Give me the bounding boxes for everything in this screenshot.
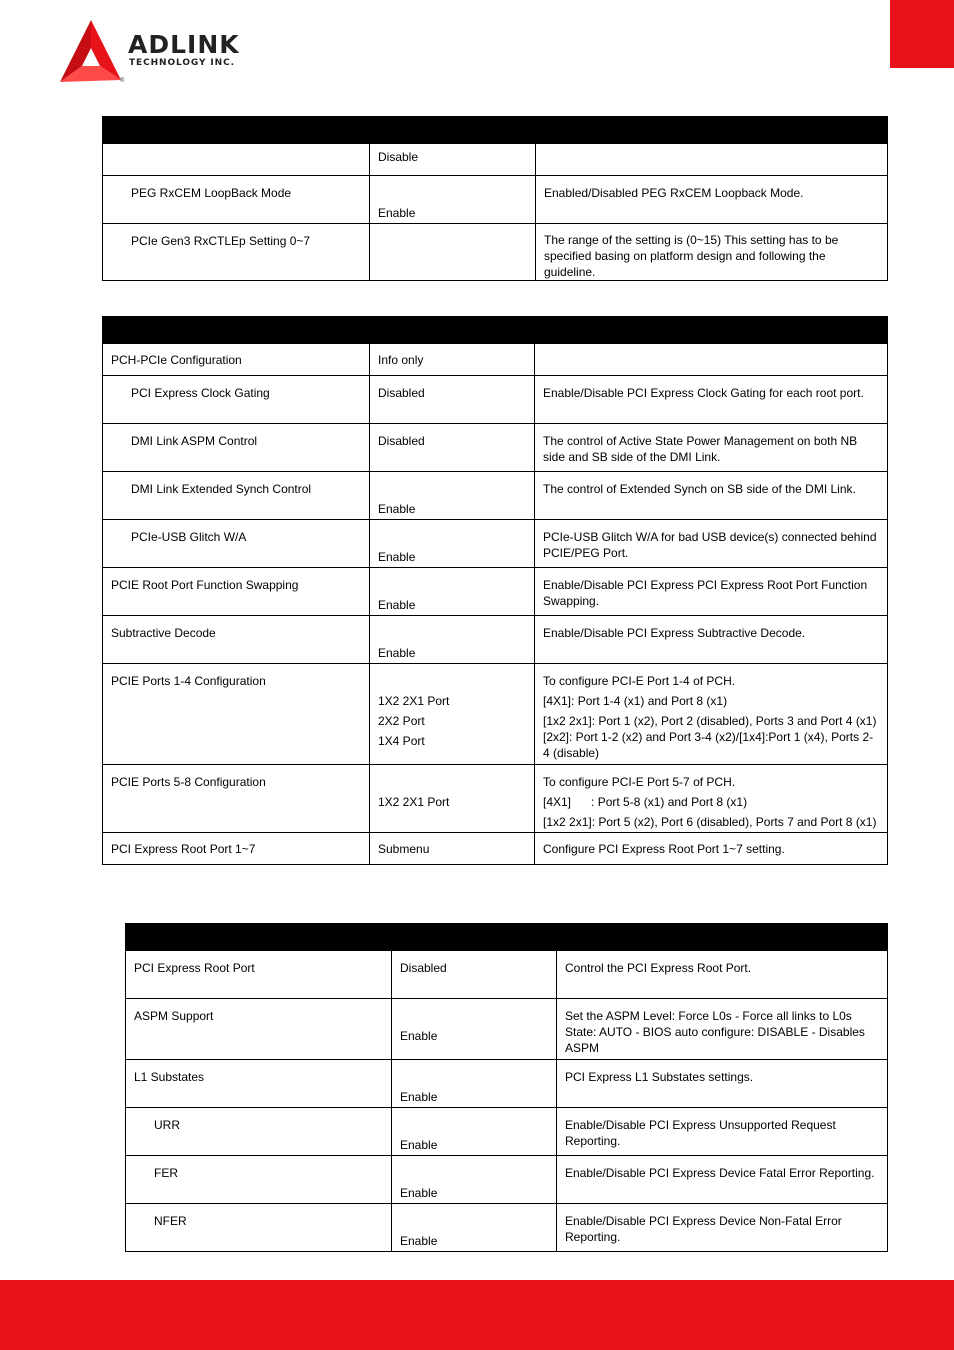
setting-name: PCI Express Clock Gating — [103, 376, 370, 424]
setting-description: Control the PCI Express Root Port. — [557, 951, 888, 999]
setting-description — [536, 144, 888, 176]
setting-options — [370, 664, 535, 765]
option-line: 1X2 2X1 Port — [378, 694, 450, 708]
table-row — [103, 765, 888, 833]
table-row — [103, 472, 888, 520]
setting-description: PCI Express L1 Substates settings. — [557, 1060, 888, 1108]
setting-description: The range of the setting is (0~15) This setting has to be specified basing on platform design and following the guideline. — [536, 224, 888, 281]
setting-name: PCIe-USB Glitch W/A — [103, 520, 370, 568]
table-row — [103, 616, 888, 664]
table-header-bar — [103, 317, 888, 344]
setting-description: PCIe-USB Glitch W/A for bad USB device(s) connected behind PCIE/PEG Port. — [535, 520, 888, 568]
table-row — [103, 344, 888, 376]
table-row — [126, 1204, 888, 1252]
table-row — [103, 568, 888, 616]
setting-name: PCIe Gen3 RxCTLEp Setting 0~7 — [103, 224, 370, 281]
setting-option: 1X2 2X1 Port — [370, 765, 535, 833]
footer-bar — [0, 1280, 954, 1350]
setting-option: Enable — [392, 999, 557, 1060]
table-row — [103, 224, 888, 281]
setting-description: The control of Active State Power Management on both NB side and SB side of the DMI Link. — [535, 424, 888, 472]
setting-description: Enable/Disable PCI Express Device Fatal Error Reporting. — [557, 1156, 888, 1204]
table-header-bar — [126, 924, 888, 951]
setting-description: Enable/Disable PCI Express Device Non-Fatal Error Reporting. — [557, 1204, 888, 1252]
description-line: [4X1] : Port 5-8 (x1) and Port 8 (x1) — [543, 795, 748, 809]
setting-name: FER — [126, 1156, 392, 1204]
setting-option: Enable — [392, 1060, 557, 1108]
setting-option: Enable — [392, 1108, 557, 1156]
corner-accent — [890, 0, 954, 68]
table-peg-settings — [102, 116, 888, 281]
setting-name: L1 Substates — [126, 1060, 392, 1108]
setting-name: DMI Link Extended Synch Control — [103, 472, 370, 520]
description-line: [1x2 2x1]: Port 5 (x2), Port 6 (disabled), Ports 7 and Port 8 (x1) — [543, 815, 877, 829]
description-line: To configure PCI-E Port 5-7 of PCH. — [543, 775, 736, 789]
table-row — [103, 144, 888, 176]
setting-name: PCIE Root Port Function Swapping — [103, 568, 370, 616]
table-row — [103, 424, 888, 472]
adlink-triangle-icon — [58, 20, 125, 84]
table-row — [103, 833, 888, 865]
setting-name: ASPM Support — [126, 999, 392, 1060]
setting-description — [535, 765, 888, 833]
setting-description: The control of Extended Synch on SB side of the DMI Link. — [535, 472, 888, 520]
setting-option: Enable — [370, 176, 536, 224]
setting-option: Disabled — [370, 376, 535, 424]
setting-name: Subtractive Decode — [103, 616, 370, 664]
description-line: [4X1]: Port 1-4 (x1) and Port 8 (x1) — [543, 694, 728, 708]
setting-option: Enable — [370, 472, 535, 520]
setting-option: Disable — [370, 144, 536, 176]
registered-mark: ® — [120, 78, 125, 84]
setting-description: Configure PCI Express Root Port 1~7 setting. — [535, 833, 888, 865]
description-line: [1x2 2x1]: Port 1 (x2), Port 2 (disabled), Ports 3 and Port 4 (x1) [2x2]: Port 1-2 (x2) and Port 3-4 (x2)/[1x4]:Port 1 (x4), Ports 2-4 (disable) — [543, 714, 877, 760]
table-header-bar — [103, 117, 888, 144]
setting-option — [370, 224, 536, 281]
setting-option: Submenu — [370, 833, 535, 865]
setting-name: PCI Express Root Port 1~7 — [103, 833, 370, 865]
table-row — [103, 520, 888, 568]
setting-option: Disabled — [392, 951, 557, 999]
setting-description: Set the ASPM Level: Force L0s - Force all links to L0s State: AUTO - BIOS auto configure: DISABLE - Disables ASPM — [557, 999, 888, 1060]
setting-option: Enable — [392, 1204, 557, 1252]
setting-name: PEG RxCEM LoopBack Mode — [103, 176, 370, 224]
setting-option: Enable — [370, 616, 535, 664]
table-row — [126, 951, 888, 999]
description-line: To configure PCI-E Port 1-4 of PCH. — [543, 674, 736, 688]
setting-description: Enabled/Disabled PEG RxCEM Loopback Mode. — [536, 176, 888, 224]
setting-name: PCI Express Root Port — [126, 951, 392, 999]
setting-name: PCIE Ports 1-4 Configuration — [103, 664, 370, 765]
table-row — [103, 176, 888, 224]
setting-name: URR — [126, 1108, 392, 1156]
setting-description: Enable/Disable PCI Express Unsupported Request Reporting. — [557, 1108, 888, 1156]
setting-name: DMI Link ASPM Control — [103, 424, 370, 472]
table-row — [103, 664, 888, 765]
setting-option: Info only — [370, 344, 535, 376]
setting-description: Enable/Disable PCI Express PCI Express Root Port Function Swapping. — [535, 568, 888, 616]
table-row — [126, 1108, 888, 1156]
table-row — [126, 1060, 888, 1108]
setting-name: PCIE Ports 5-8 Configuration — [103, 765, 370, 833]
option-line: 1X4 Port — [378, 734, 425, 748]
setting-option: Enable — [392, 1156, 557, 1204]
table-row — [126, 1156, 888, 1204]
adlink-logo — [58, 20, 278, 86]
setting-description — [535, 344, 888, 376]
table-row — [103, 376, 888, 424]
setting-option: Enable — [370, 568, 535, 616]
setting-description — [535, 664, 888, 765]
table-pch-pcie-configuration — [102, 316, 888, 865]
brand-name: ADLINK — [128, 30, 240, 59]
brand-tagline: TECHNOLOGY INC. — [129, 58, 235, 68]
table-row — [126, 999, 888, 1060]
setting-name — [103, 144, 370, 176]
setting-description: Enable/Disable PCI Express Subtractive Decode. — [535, 616, 888, 664]
setting-option: Enable — [370, 520, 535, 568]
option-line: 2X2 Port — [378, 714, 425, 728]
setting-option: Disabled — [370, 424, 535, 472]
setting-name: NFER — [126, 1204, 392, 1252]
setting-name: PCH-PCIe Configuration — [103, 344, 370, 376]
table-pci-express-root-port — [125, 923, 888, 1252]
setting-description: Enable/Disable PCI Express Clock Gating for each root port. — [535, 376, 888, 424]
